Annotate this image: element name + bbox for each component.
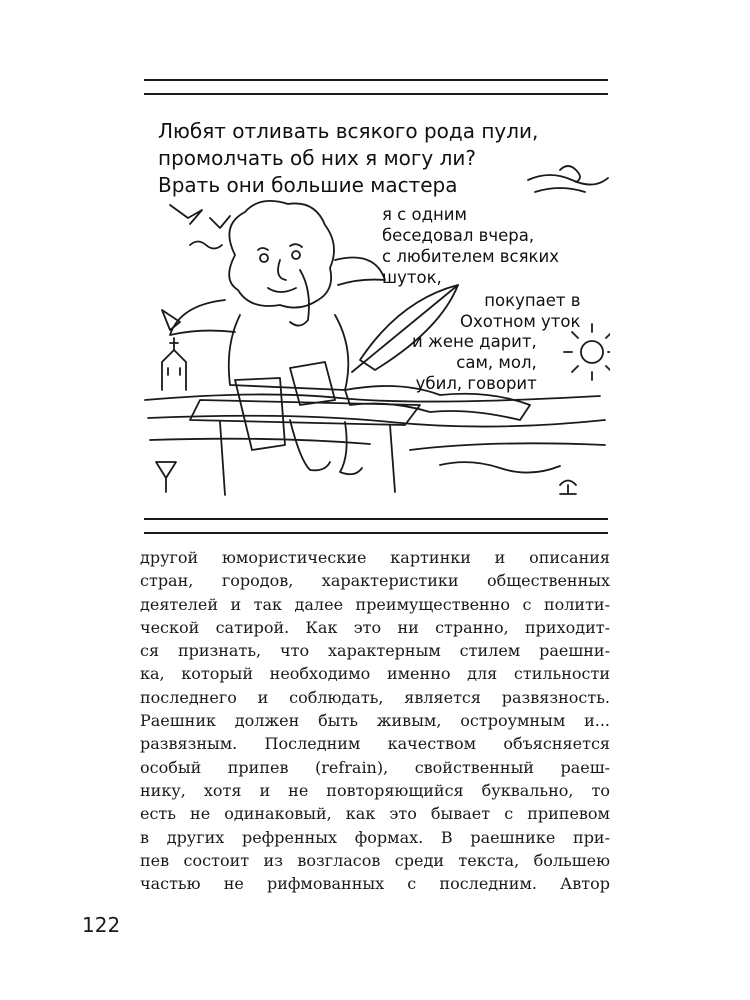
caption-line: промолчать об них я могу ли? [158,146,476,170]
speech-line: я с одним [382,205,467,224]
caption-line: Врать они большие мастера [158,173,458,197]
top-rule [144,79,608,81]
top-rule-inner [144,93,608,95]
text-line: ческой сатирой. Как это ни странно, приходит- [140,617,610,637]
speech-line: беседовал вчера, [382,226,535,245]
bottom-rule [144,518,608,520]
text-line: нику, хотя и не повторяющийся буквально, то [140,780,610,800]
speech-line: и жене дарит, [412,332,537,351]
illustration-caption [158,118,538,199]
speech-line: убил, говорит [415,374,537,393]
text-line: ка, который необходимо именно для стильности [140,664,610,684]
speech-line: покупает в [484,291,581,310]
speech-bubble-b [460,290,580,332]
speech-line: с любителем всяких [382,247,559,266]
speech-line: шуток, [382,268,442,287]
text-line: деятелей и так далее преимущественно с полити- [140,594,610,614]
speech-bubble-a [382,204,559,288]
speech-bubble-c [412,331,537,394]
speech-line: Охотном уток [460,312,581,331]
page-number: 122 [82,913,121,937]
text-line: частью не рифмованных с последним. Автор [140,874,610,894]
caption-line: Любят отливать всякого рода пули, [158,119,539,143]
text-line: последнего и соблюдать, является развязность. [140,687,610,707]
text-line: пев состоит из возгласов среди текста, большею [140,850,610,870]
text-line: есть не одинаковый, как это бывает с припевом [140,804,610,824]
text-line: ся признать, что характерным стилем раешни- [140,641,610,661]
text-line: другой юмористические картинки и описания [140,548,610,567]
text-line: развязным. Последним качеством объясняется [140,734,610,754]
body-paragraph [140,546,610,895]
text-line: Раешник должен быть живым, остроумным и... [140,711,610,731]
bottom-rule-inner [144,532,608,534]
text-line: стран, городов, характеристики общественных [140,571,610,591]
speech-line: сам, мол, [456,353,537,372]
text-line: особый припев (refrain), свойственный раеш- [140,757,610,777]
text-line: в других рефренных формах. В раешнике при- [140,827,610,847]
